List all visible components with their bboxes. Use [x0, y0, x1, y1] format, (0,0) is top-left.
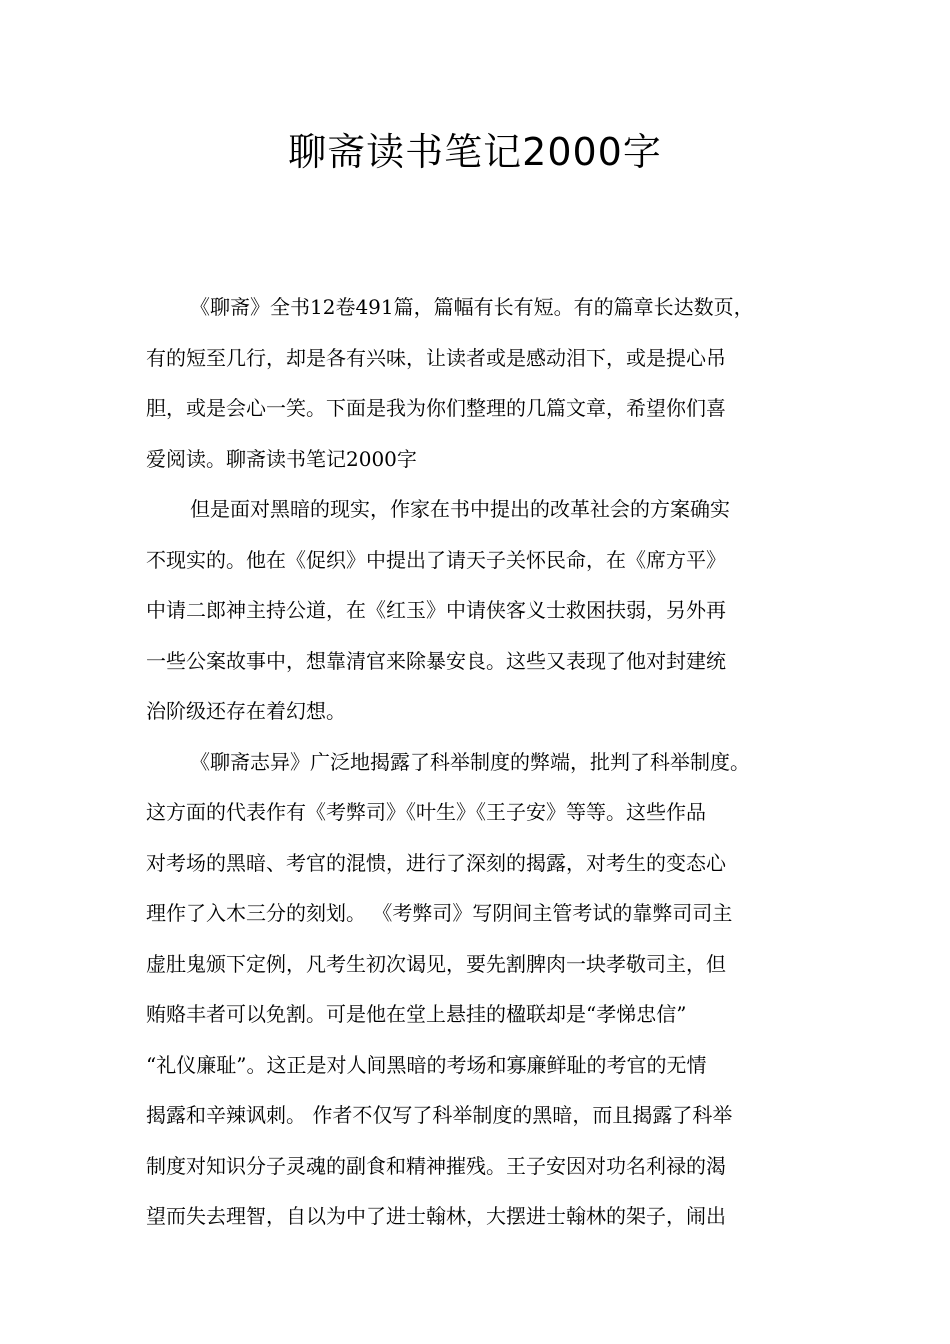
- paragraph-2-line-4: 一些公案故事中，想靠清官来除暴安良。这些又表现了他对封建统: [146, 648, 726, 673]
- paragraph-3-line-8: 揭露和辛辣讽刺。 作者不仅写了科举制度的黑暗，而且揭露了科举: [146, 1103, 733, 1127]
- paragraph-1-line-3: 胆，或是会心一笑。下面是我为你们整理的几篇文章，希望你们喜: [146, 396, 726, 420]
- paragraph-1-line-2: 有的短至几行，却是各有兴味，让读者或是感动泪下，或是提心吊: [146, 345, 726, 370]
- paragraph-3-line-10: 望而失去理智，自以为中了进士翰林，大摆进士翰林的架子，闹出: [146, 1204, 726, 1228]
- paragraph-3-line-3: 对考场的黑暗、考官的混愦，进行了深刻的揭露，对考生的变态心: [146, 850, 726, 875]
- paragraph-3-line-2: 这方面的代表作有《考弊司》《叶生》《王子安》等等。这些作品: [146, 800, 706, 824]
- paragraph-3-line-7: “礼仪廉耻”。这正是对人间黑暗的考场和寡廉鲜耻的考官的无情: [146, 1052, 707, 1077]
- paragraph-3-line-4: 理作了入木三分的刻划。 《考弊司》写阴间主管考试的靠弊司司主: [146, 901, 733, 925]
- paragraph-1-line-1: 《聊斋》全书12卷491篇，篇幅有长有短。有的篇章长达数页，: [190, 295, 754, 319]
- document-body: [146, 282, 816, 1242]
- paragraph-3-line-9: 制度对知识分子灵魂的副食和精神摧残。王子安因对功名利禄的渴: [146, 1153, 726, 1178]
- paragraph-3-line-5: 虚肚鬼颁下定例，凡考生初次谒见，要先割脾肉一块孝敬司主，但: [146, 951, 726, 976]
- paragraph-2-line-1: 但是面对黑暗的现实，作家在书中提出的改革社会的方案确实: [190, 497, 730, 521]
- paragraph-2-line-5: 治阶级还存在着幻想。: [146, 699, 346, 723]
- paragraph-2-line-2: 不现实的。他在《促织》中提出了请天子关怀民命，在《席方平》: [146, 547, 726, 572]
- paragraph-3-line-6: 贿赂丰者可以免割。可是他在堂上悬挂的楹联却是“孝悌忠信”: [146, 1002, 687, 1026]
- paragraph-3-line-1: 《聊斋志异》广泛地揭露了科举制度的弊端，批判了科举制度。: [190, 749, 750, 774]
- paragraph-1-line-4: 爱阅读。聊斋读书笔记2000字: [146, 446, 417, 471]
- paragraph-2-line-3: 中请二郎神主持公道，在《红玉》中请侠客义士救困扶弱，另外再: [146, 598, 726, 622]
- document-title: 聊斋读书笔记2000字: [288, 130, 662, 174]
